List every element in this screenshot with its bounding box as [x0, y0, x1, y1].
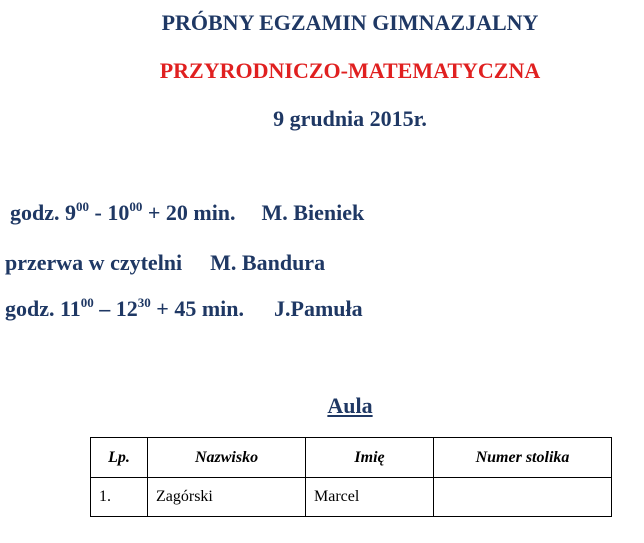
column-header-lp: Lp.: [91, 438, 148, 478]
schedule-row-1-prefix: godz. 9: [10, 200, 76, 225]
column-header-name: Imię: [306, 438, 434, 478]
cell-lp: 1.: [91, 478, 148, 517]
schedule-row-3-start-sup: 00: [80, 295, 94, 310]
schedule-row-3-prefix: godz. 11: [5, 296, 81, 321]
cell-name: Marcel: [306, 478, 434, 517]
column-header-seat: Numer stolika: [434, 438, 612, 478]
schedule-row-1: [10, 200, 364, 226]
schedule-row-2-text: przerwa w czytelni: [5, 250, 183, 275]
cell-surname: Zagórski: [148, 478, 306, 517]
schedule-row-1-end-sup: 00: [129, 199, 143, 214]
schedule-row-3-suffix: + 45 min.: [150, 296, 245, 321]
schedule-row-3-end-sup: 30: [137, 295, 151, 310]
seating-table: [90, 437, 612, 517]
column-header-surname: Nazwisko: [148, 438, 306, 478]
table-row: [91, 478, 612, 517]
schedule-row-1-start-sup: 00: [76, 199, 89, 214]
exam-subtitle: PRZYRODNICZO-MATEMATYCZNA: [159, 58, 541, 83]
schedule-row-1-teacher: M. Bieniek: [261, 200, 365, 225]
table-header-row: [91, 438, 612, 478]
schedule-row-1-suffix: + 20 min.: [142, 200, 236, 225]
schedule-row-3-dash: – 12: [93, 296, 138, 321]
schedule-row-1-dash: - 10: [89, 200, 130, 225]
schedule-row-3: [5, 296, 363, 322]
exam-title: PRÓBNY EGZAMIN GIMNAZJALNY: [161, 10, 539, 35]
schedule-row-2: [5, 250, 325, 276]
room-heading: Aula: [327, 393, 373, 418]
cell-seat: [434, 478, 612, 517]
schedule-row-3-teacher: J.Pamuła: [274, 296, 363, 321]
exam-date: 9 grudnia 2015r.: [273, 106, 427, 131]
schedule-row-2-teacher: M. Bandura: [210, 250, 326, 275]
